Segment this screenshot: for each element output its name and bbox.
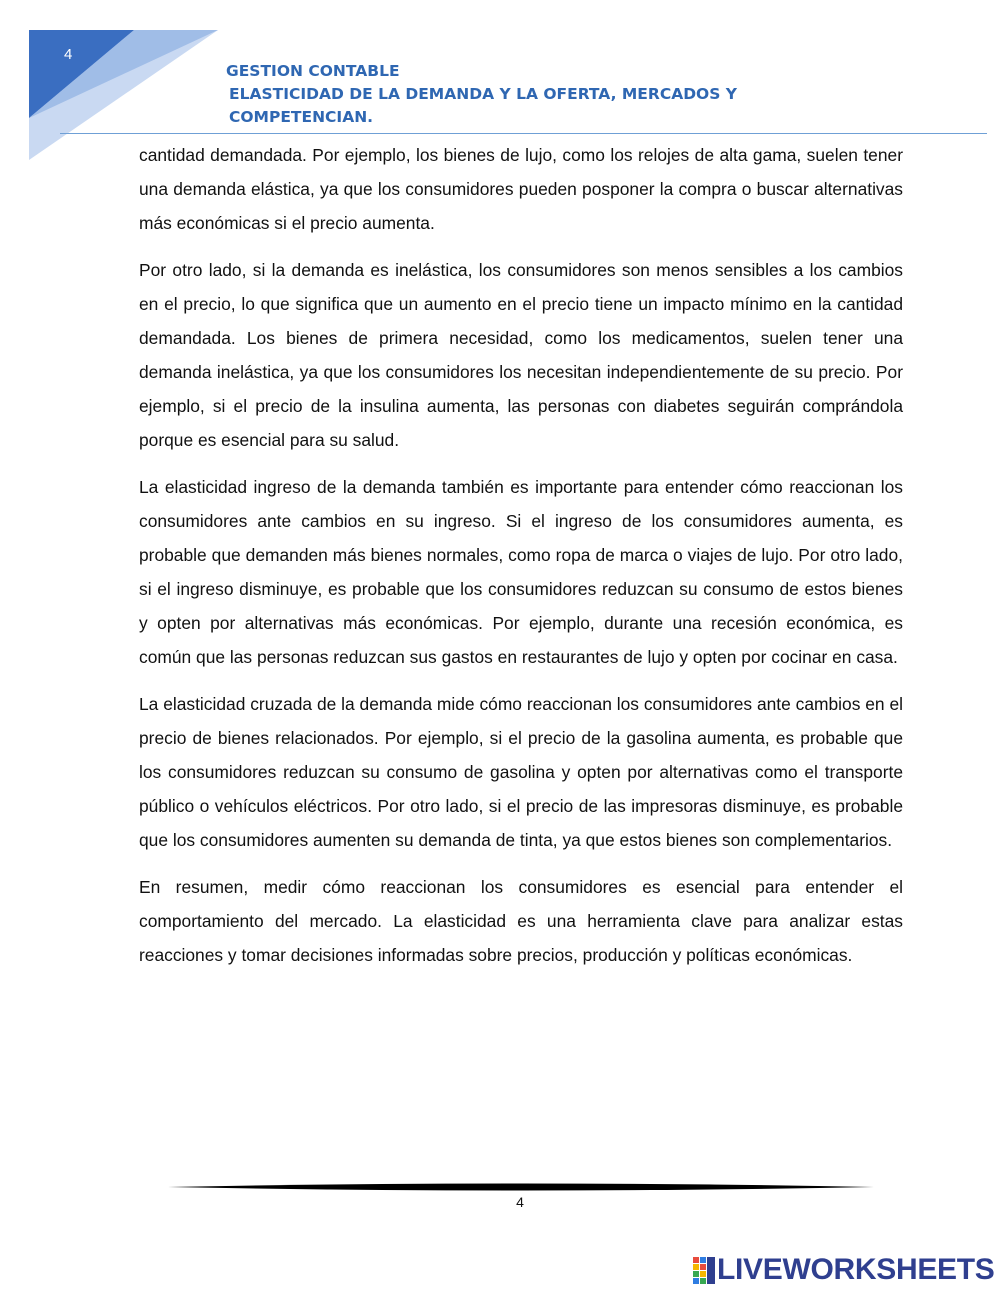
- document-body: [139, 138, 903, 985]
- document-header: [226, 60, 737, 129]
- paragraph: La elasticidad ingreso de la demanda también es importante para entender cómo reaccionan los consumidores ante cambios en su ingreso. Si el ingreso de los consumidores aumenta, es probable que demanden más bienes normales, como ropa de marca o viajes de lujo. Por otro lado, si el ingreso disminuye, es probable que los consumidores reduzcan su consumo de estos bienes y opten por alternativas más económicas. Por ejemplo, durante una recesión económica, es común que las personas reduzcan sus gastos en restaurantes de lujo y opten por cocinar en casa.: [139, 477, 903, 667]
- header-rule: [60, 133, 987, 134]
- liveworksheets-watermark[interactable]: [693, 1253, 995, 1287]
- header-page-number: 4: [64, 46, 73, 63]
- paragraph: La elasticidad cruzada de la demanda mide cómo reaccionan los consumidores ante cambios en el precio de bienes relacionados. Por ejemplo, si el precio de la gasolina aumenta, es probable que los consumidores reduzcan su consumo de gasolina y opten por alternativas como el transporte público o vehículos eléctricos. Por otro lado, si el precio de las impresoras disminuye, es probable que los consumidores aumenten su demanda de tinta, ya que estos bienes son complementarios.: [139, 694, 903, 850]
- paragraph: cantidad demandada. Por ejemplo, los bienes de lujo, como los relojes de alta gama, suelen tener una demanda elástica, ya que los consumidores pueden posponer la compra o buscar alternativas más económicas si el precio aumenta.: [139, 145, 903, 233]
- paragraph: En resumen, medir cómo reaccionan los consumidores es esencial para entender el comportamiento del mercado. La elasticidad es una herramienta clave para analizar estas reacciones y tomar decisiones informadas sobre precios, producción y políticas económicas.: [139, 877, 903, 965]
- header-title-line2: ELASTICIDAD DE LA DEMANDA Y LA OFERTA, MERCADOS Y: [229, 85, 738, 103]
- liveworksheets-logo-icon: [693, 1256, 715, 1284]
- watermark-text: LIVEWORKSHEETS: [717, 1253, 995, 1286]
- footer-page-number: 4: [516, 1194, 524, 1210]
- header-title-line1: GESTION CONTABLE: [226, 62, 400, 80]
- header-title-line3: COMPETENCIAN.: [229, 108, 374, 126]
- footer-divider: [168, 1180, 874, 1194]
- paragraph: Por otro lado, si la demanda es inelástica, los consumidores son menos sensibles a los cambios en el precio, lo que significa que un aumento en el precio tiene un impacto mínimo en la cantidad demandada. Los bienes de primera necesidad, como los medicamentos, suelen tener una demanda inelástica, ya que los consumidores los necesitan independientemente de su precio. Por ejemplo, si el precio de la insulina aumenta, las personas con diabetes seguirán comprándola porque es esencial para su salud.: [139, 260, 903, 450]
